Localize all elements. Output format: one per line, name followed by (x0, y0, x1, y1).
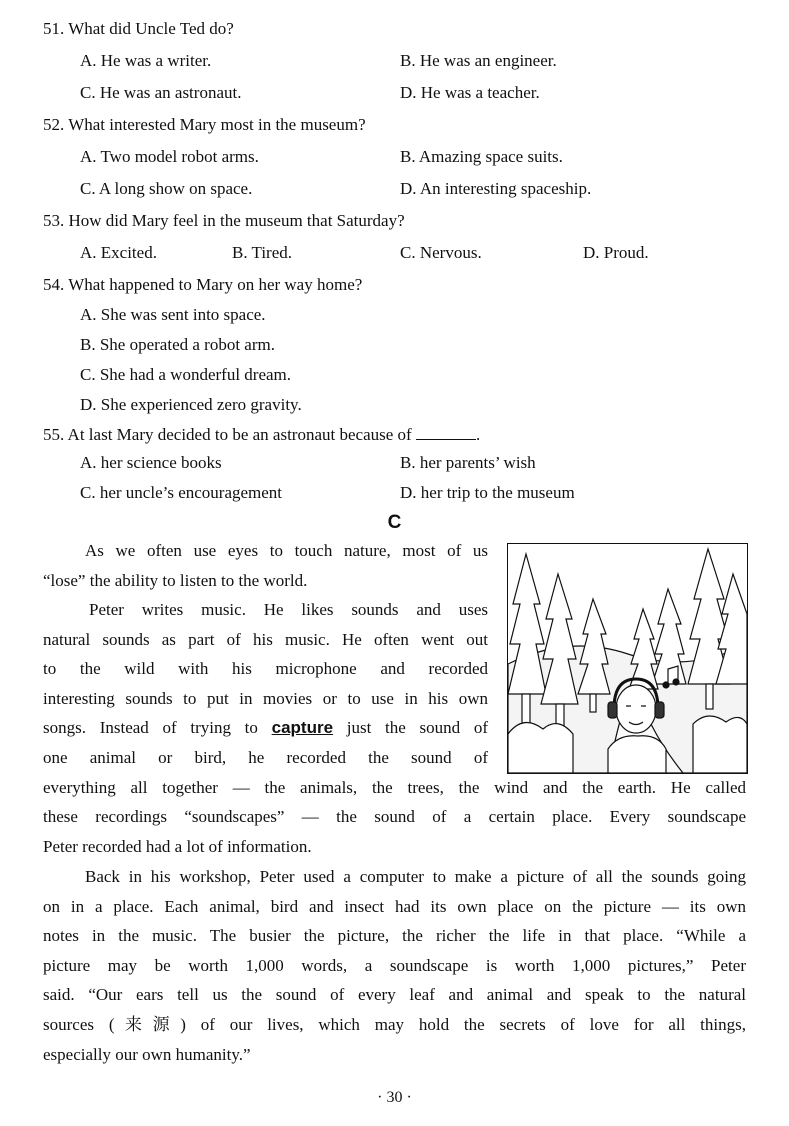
passage-line: natural sounds as part of his music. He often went out (43, 629, 488, 649)
passage-line: sources (来源) of our lives, which may hold the secrets of love for all things, (43, 1014, 746, 1034)
question-55-option-b[interactable]: B. her parents’ wish (400, 453, 536, 472)
page-number: · 30 · (377, 1089, 412, 1106)
passage-line: said. “Our ears tell us the sound of every leaf and animal and speak to the natural (43, 985, 746, 1005)
forest-listener-illustration (507, 543, 748, 774)
question-55-option-c[interactable]: C. her uncle’s encouragement (80, 483, 283, 502)
passage-line: Peter recorded had a lot of information. (43, 836, 312, 856)
question-52-option-a[interactable]: A. Two model robot arms. (80, 147, 259, 166)
answer-blank[interactable] (416, 425, 476, 440)
passage-line (43, 713, 488, 743)
passage-text: just the sound of (346, 718, 489, 738)
question-51-option-b[interactable]: B. He was an engineer. (400, 51, 557, 70)
passage-line: on in a place. Each animal, bird and insect had its own place on the picture — its own (43, 896, 746, 916)
question-54-option-c[interactable]: C. She had a wonderful dream. (80, 365, 292, 384)
question-53-option-c[interactable]: C. Nervous. (400, 243, 482, 262)
question-54-option-b[interactable]: B. She operated a robot arm. (80, 335, 275, 354)
question-54-option-a[interactable]: A. She was sent into space. (80, 305, 266, 324)
question-55-stem (43, 425, 480, 443)
forest-illustration-icon (508, 544, 747, 773)
passage-line: to the wild with his microphone and recorded (43, 659, 488, 679)
question-53-option-a[interactable]: A. Excited. (80, 243, 157, 262)
question-51-stem: 51. What did Uncle Ted do? (43, 19, 234, 38)
passage-line: interesting sounds to put in movies or to use in his own (43, 688, 488, 708)
passage-line: As we often use eyes to touch nature, most of us (85, 541, 488, 560)
question-52-option-b[interactable]: B. Amazing space suits. (400, 147, 563, 166)
question-55-option-a[interactable]: A. her science books (80, 453, 222, 472)
passage-line: picture may be worth 1,000 words, a soundscape is worth 1,000 pictures,” Peter (43, 955, 746, 975)
passage-paragraph-3 (43, 862, 746, 1069)
passage-line: “lose” the ability to listen to the world. (43, 570, 308, 590)
section-title: C (387, 512, 402, 533)
passage-line: Peter writes music. He likes sounds and uses (89, 600, 488, 619)
passage-line: Back in his workshop, Peter used a computer to make a picture of all the sounds going (85, 867, 746, 886)
question-52-option-c[interactable]: C. A long show on space. (80, 179, 253, 198)
question-55-option-d[interactable]: D. her trip to the museum (400, 483, 575, 502)
passage-line: especially our own humanity.” (43, 1044, 251, 1064)
question-52-stem: 52. What interested Mary most in the museum? (43, 115, 366, 134)
question-55-stem-text: 55. At last Mary decided to be an astronaut because of (43, 425, 412, 444)
question-53-stem: 53. How did Mary feel in the museum that Saturday? (43, 211, 405, 230)
question-54-option-d[interactable]: D. She experienced zero gravity. (80, 395, 302, 414)
question-53-option-b[interactable]: B. Tired. (232, 243, 292, 262)
passage-text: songs. Instead of trying to (43, 718, 258, 738)
question-52-option-d[interactable]: D. An interesting spaceship. (400, 179, 592, 198)
question-55-stem-end: . (475, 425, 481, 444)
passage-line: notes in the music. The busier the picture, the richer the life in that place. “While a (43, 926, 746, 946)
question-53-option-d[interactable]: D. Proud. (583, 243, 649, 262)
passage-line: one animal or bird, he recorded the sound of (43, 747, 488, 767)
passage-line: these recordings “soundscapes” — the sound of a certain place. Every soundscape (43, 807, 746, 827)
keyword-capture: capture (271, 718, 334, 738)
question-51-option-c[interactable]: C. He was an astronaut. (80, 83, 242, 102)
question-51-option-d[interactable]: D. He was a teacher. (400, 83, 540, 102)
question-51-option-a[interactable]: A. He was a writer. (80, 51, 212, 70)
question-54-stem: 54. What happened to Mary on her way home? (43, 275, 363, 294)
passage-line: everything all together — the animals, the trees, the wind and the earth. He called (43, 777, 746, 797)
